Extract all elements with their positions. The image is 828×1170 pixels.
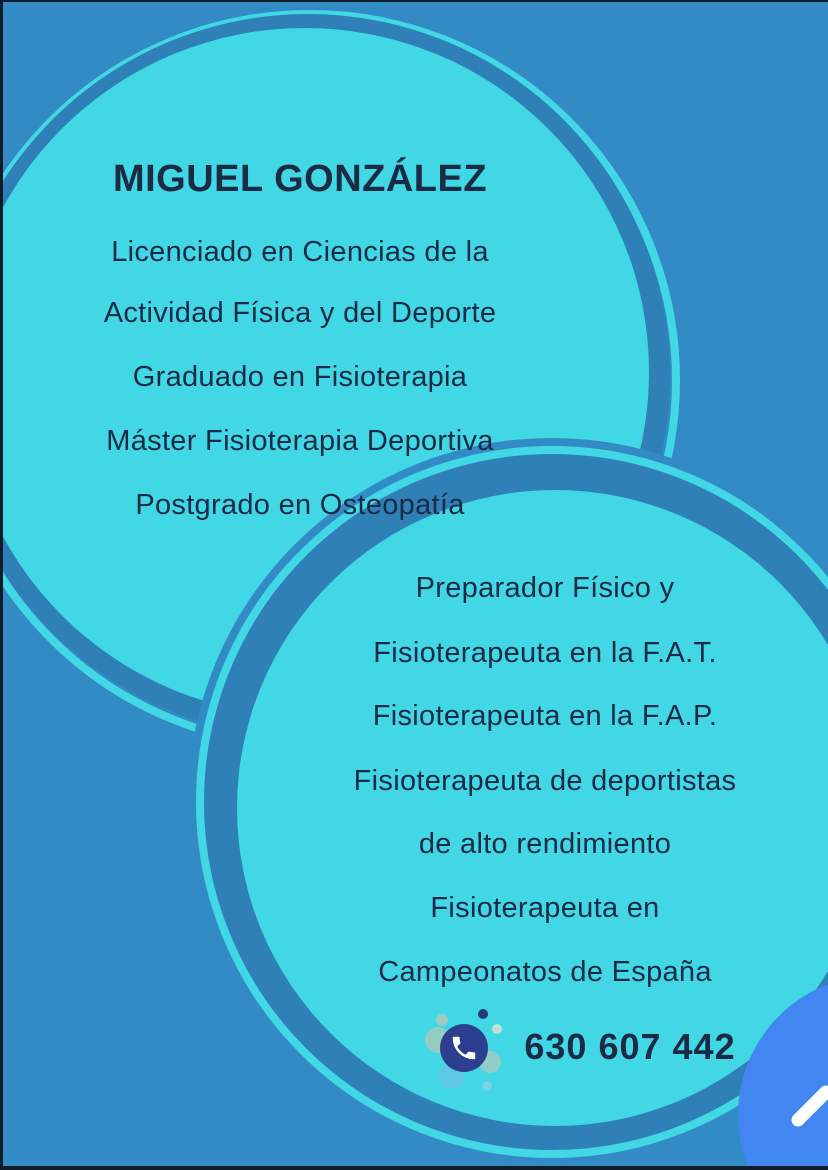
credential-line: Preparador Físico y [415, 572, 675, 604]
credential-line: Postgrado en Osteopatía [135, 489, 465, 521]
credential-line: de alto rendimiento [418, 828, 672, 860]
credential-line: Campeonatos de España [378, 956, 712, 988]
credential-line: Licenciado en Ciencias de la [111, 236, 489, 268]
credential-line: Fisioterapeuta de deportistas [353, 765, 737, 797]
credential-line: Máster Fisioterapia Deportiva [106, 425, 494, 457]
credential-line: Fisioterapeuta en la F.A.P. [372, 700, 718, 732]
screenshot-edge-bottom [0, 1166, 828, 1170]
credential-line: Actividad Física y del Deporte [103, 297, 497, 329]
screenshot-edge-top [0, 0, 828, 2]
phone-accent-dot [478, 1009, 488, 1019]
credential-line: Fisioterapeuta en la F.A.T. [373, 637, 717, 669]
credential-line: Fisioterapeuta en [430, 892, 660, 924]
page-title: MIGUEL GONZÁLEZ [112, 158, 488, 200]
phone-number[interactable]: 630 607 442 [524, 1026, 736, 1067]
credential-line: Graduado en Fisioterapia [132, 361, 468, 393]
